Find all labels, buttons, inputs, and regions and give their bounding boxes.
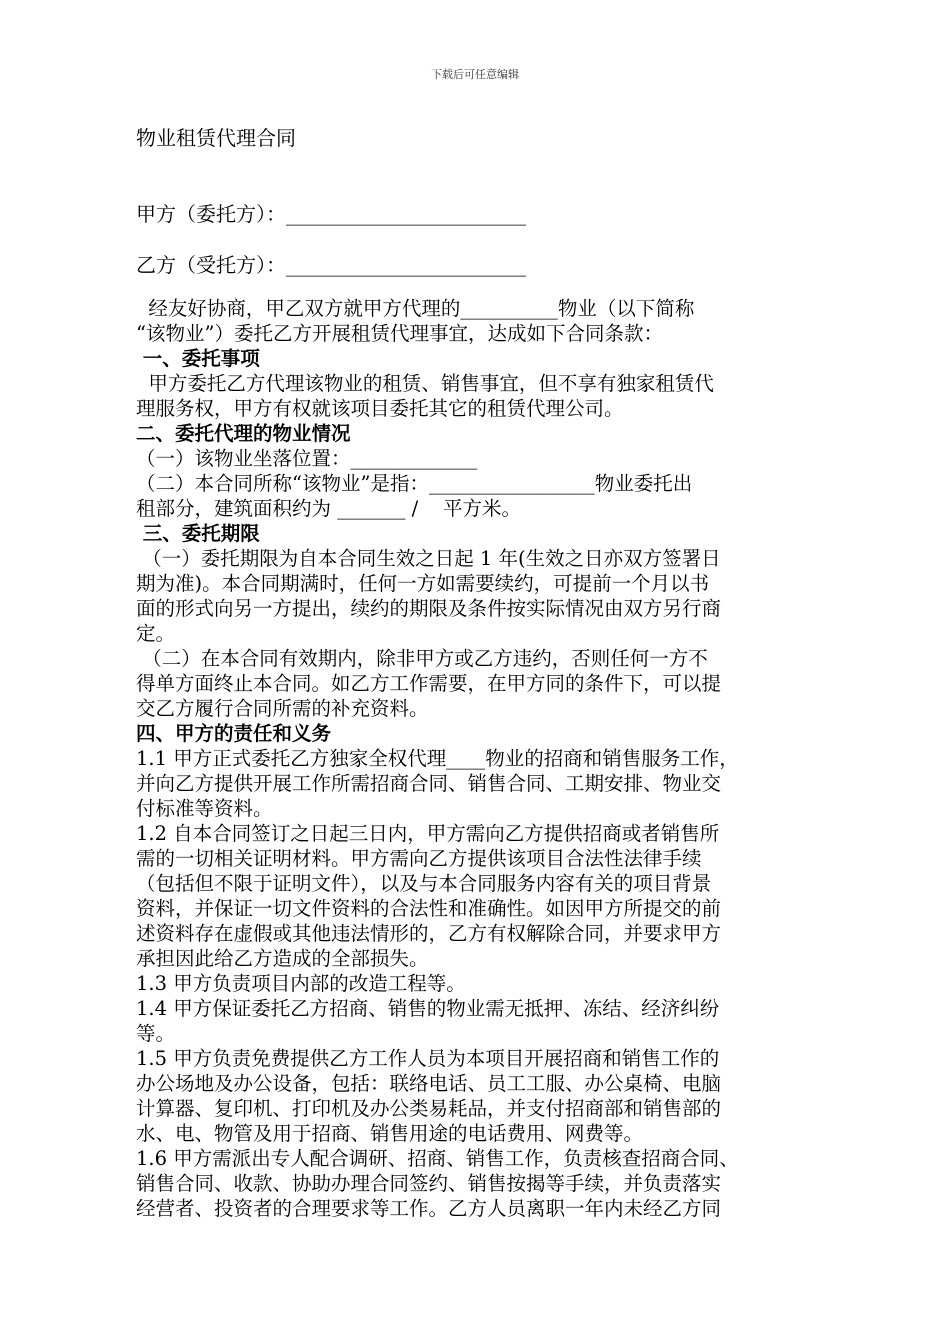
text-line: （二）在本合同有效期内，除非甲方或乙方违约，否则任何一方不 xyxy=(136,647,708,670)
text-line: 得单方面终止本合同。如乙方工作需要，在甲方同的条件下，可以提 xyxy=(136,672,722,695)
section-heading: 四、甲方的责任和义务 xyxy=(136,722,332,745)
text-line: 租部分，建筑面积约为 _______ / 平方米。 xyxy=(136,497,522,520)
text-line: 1.3 甲方负责项目内部的改造工程等。 xyxy=(136,972,466,995)
text-line: 1.5 甲方负责免费提供乙方工作人员为本项目开展招商和销售工作的 xyxy=(136,1047,720,1070)
text-line: 付标准等资料。 xyxy=(136,797,273,820)
text-line: 经营者、投资者的合理要求等工作。乙方人员离职一年内未经乙方同 xyxy=(136,1197,722,1220)
text-line: 水、电、物管及用于招商、销售用途的电话费用、网费等。 xyxy=(136,1122,644,1145)
text-line: 计算器、复印机、打印机及办公类易耗品，并支付招商部和销售部的 xyxy=(136,1097,722,1120)
text-line: 销售合同、收款、协助办理合同签约、销售按揭等手续，并负责落实 xyxy=(136,1172,722,1195)
text-line: 经友好协商，甲乙双方就甲方代理的__________物业（以下简称 xyxy=(136,297,695,320)
text-line: 承担因此给乙方造成的全部损失。 xyxy=(136,947,429,970)
text-line: 期为准)。本合同期满时，任何一方如需要续约，可提前一个月以书 xyxy=(136,572,710,595)
page-header: 下载后可任意编辑 xyxy=(431,68,519,81)
section-heading: 三、委托期限 xyxy=(136,522,260,545)
text-line: 需的一切相关证明材料。甲方需向乙方提供该项目合法性法律手续 xyxy=(136,847,702,870)
text-line: 面的形式向另一方提出，续约的期限及条件按实际情况由双方另行商 xyxy=(136,597,722,620)
text-line: 1.1 甲方正式委托乙方独家全权代理____物业的招商和销售服务工作， xyxy=(136,747,739,770)
text-line: 交乙方履行合同所需的补充资料。 xyxy=(136,697,429,720)
text-line: （二）本合同所称“该物业”是指：_________________物业委托出 xyxy=(136,472,693,495)
text-line: 定。 xyxy=(136,622,176,645)
text-line: 办公场地及办公设备，包括：联络电话、员工工服、办公桌椅、电脑 xyxy=(136,1072,722,1095)
section-heading: 二、委托代理的物业情况 xyxy=(136,422,351,445)
text-line: 1.6 甲方需派出专人配合调研、招商、销售工作，负责核查招商合同、 xyxy=(136,1147,739,1170)
text-line: （包括但不限于证明文件），以及与本合同服务内容有关的项目背景 xyxy=(136,872,712,895)
text-line: （一）该物业坐落位置：_____________ xyxy=(136,447,478,470)
text-line: “该物业”）委托乙方开展租赁代理事宜，达成如下合同条款： xyxy=(136,322,663,345)
text-line: （一）委托期限为自本合同生效之日起 1 年(生效之日亦双方签署日 xyxy=(136,547,721,570)
text-line: 等。 xyxy=(136,1022,176,1045)
text-line: 述资料存在虚假或其他违法情形的，乙方有权解除合同，并要求甲方 xyxy=(136,922,722,945)
party-b-line: 乙方（受托方）：________________________ xyxy=(136,253,526,277)
text-line: 1.2 自本合同签订之日起三日内，甲方需向乙方提供招商或者销售所 xyxy=(136,822,720,845)
text-line: 资料，并保证一切文件资料的合法性和准确性。如因甲方所提交的前 xyxy=(136,897,722,920)
section-heading: 一、委托事项 xyxy=(136,347,260,370)
text-line: 理服务权，甲方有权就该项目委托其它的租赁代理公司。 xyxy=(136,397,624,420)
text-line: 甲方委托乙方代理该物业的租赁、销售事宜，但不享有独家租赁代 xyxy=(136,372,714,395)
document-title: 物业租赁代理合同 xyxy=(136,126,296,150)
text-line: 并向乙方提供开展工作所需招商合同、销售合同、工期安排、物业交 xyxy=(136,772,722,795)
contract-body xyxy=(136,296,820,1221)
party-a-line: 甲方（委托方）：________________________ xyxy=(136,202,526,226)
text-line: 1.4 甲方保证委托乙方招商、销售的物业需无抵押、冻结、经济纠纷 xyxy=(136,997,720,1020)
